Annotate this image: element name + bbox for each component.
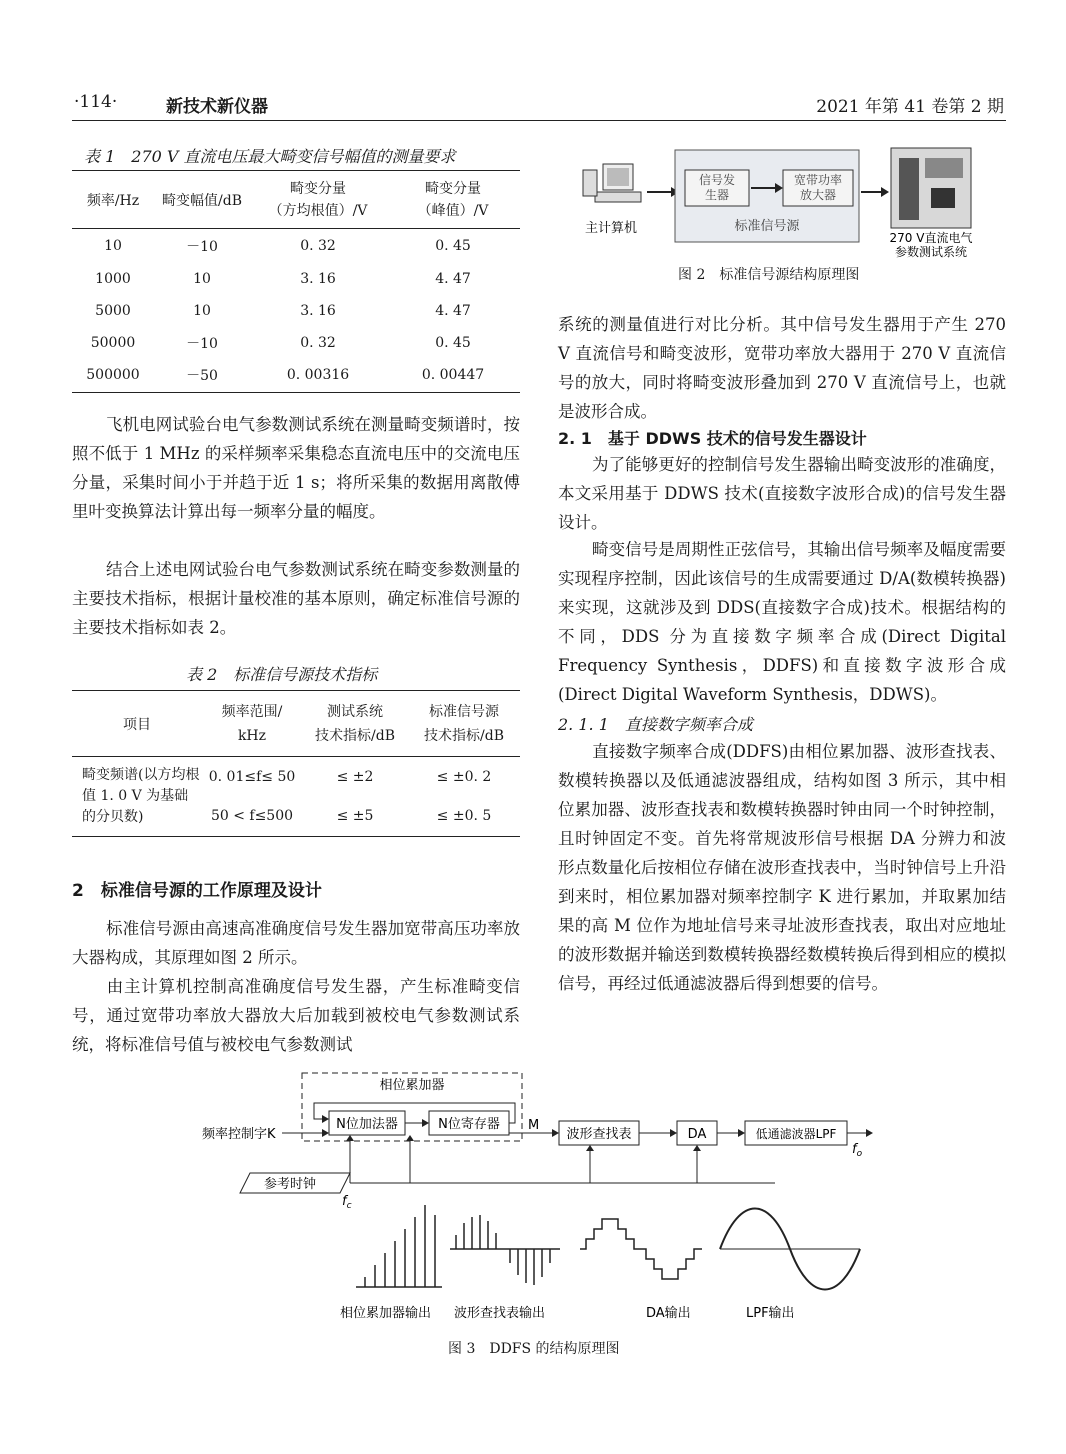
figure2-caption: 图 2 标准信号源结构原理图 [678,267,860,283]
output-label: DA输出 [646,1306,691,1321]
table1-header: 频率/Hz [86,192,140,209]
table2-header: 测试系统 技术指标/dB [315,703,395,744]
table-row [72,757,520,797]
arrow-head [586,1145,594,1151]
table-cell: 0. 45 [435,334,471,351]
table-cell: 3. 16 [300,270,336,287]
table-row [72,229,520,263]
table-cell: 3. 16 [300,302,336,319]
arrow-head [322,1129,329,1137]
arrow-head [866,1129,873,1137]
table2-header: 频率范围/ kHz [221,703,283,744]
table2 [72,690,520,837]
table1 [72,170,520,393]
paragraph [558,450,1006,537]
table-row [72,327,520,359]
da-output-waveform [580,1219,702,1279]
table-cell: 0. 45 [435,237,471,254]
table1-caption: 表 1 270 V 直流电压最大畸变信号幅值的测量要求 [84,147,456,166]
paragraph-text: 由主计算机控制高准确度信号发生器，产生标准畸变信号，通过宽带功率放大器放大后加载到被校电气参数测试系统，将标准信号值与被校电气参数测试 [72,977,520,1054]
ref-clock-label: 参考时钟 [263,1177,317,1192]
m-label: M [528,1118,540,1133]
output-label: 波形查找表输出 [454,1306,546,1321]
table-cell: 4. 47 [435,270,471,287]
accumulator-output-waveform [356,1205,442,1287]
figure2-diagram [575,140,995,270]
issue-info: 2021 年第 41 卷第 2 期 [816,97,1004,117]
computer-label: 主计算机 [585,221,638,236]
subsubsection-title: 2. 1. 1 直接数字频率合成 [558,715,753,734]
lut-label: 波形查找表 [566,1127,632,1142]
table-cell: 1000 [95,270,131,287]
table1-header: 畸变幅值/dB [162,192,242,209]
table-cell: 0. 00316 [286,367,350,384]
section-title: 2 标准信号源的工作原理及设计 [72,881,322,901]
table-row [72,263,520,295]
table-cell: 5000 [95,302,131,319]
paragraph [558,737,1006,998]
table-cell: 0. 00447 [421,367,485,384]
arrow-head [346,1135,354,1141]
table-cell: 10 [104,237,122,254]
generator-label: 信号发生器 [698,173,736,202]
arrow-head [322,1115,329,1123]
table2-header-row [72,691,520,757]
figure3-diagram [190,1065,890,1335]
table-row [72,359,520,393]
table-cell: ≤ ±0. 2 [436,768,492,785]
table1-header: 畸变分量 （方均根值）/V [268,180,368,219]
arrow-head [670,1129,677,1137]
adder-label: N位加法器 [336,1117,398,1132]
table-cell: 10 [193,302,211,319]
output-label: LPF输出 [746,1306,795,1321]
paragraph-text: 飞机电网试验台电气参数测试系统在测量畸变频谱时，按照不低于 1 MHz 的采样频率采集稳态直流电压中的交流电压分量，采集时间小于并趋于近 1 s；将所采集的数据用离散傅里叶变换算法计算出每一频率分量的幅度。 [72,415,520,521]
table-cell: －10 [186,238,218,255]
paragraph-text: 直接数字频率合成(DDFS)由相位累加器、波形查找表、数模转换器以及低通滤波器组成，结构如图 3 所示，其中相位累加器、波形查找表和数模转换器时钟由同一个时钟控制，且时钟固定不变。首先将常规波形信号根据 DA 分辨力和波形点数量化后按相位存储在波形查找表中，当时钟信号上升沿到来时，相位累加器对频率控制字 K 进行累加，并取累加结果的高 M 位作为地址信号来寻址波形查找表，取出对应地址的波形数据并输送到数模转换器经数模转换后得到相应的模拟信号，再经过低通滤波器后得到想要的信号。 [558,742,1006,993]
arrow-head [552,1129,559,1137]
subsection-title: 2. 1 基于 DDWS 技术的信号发生器设计 [558,429,867,448]
header-rule [72,120,1006,121]
table-cell: －50 [186,368,218,385]
table-cell: 0. 01≤f≤ 50 [208,768,296,785]
table-cell: －10 [186,335,218,352]
arrow-head [693,1145,701,1151]
da-label: DA [687,1127,707,1142]
fc-label: $f_c$ [342,1194,352,1211]
table-cell: 500000 [86,367,140,384]
table-cell: ≤ ±0. 5 [436,808,492,825]
table-row [72,295,520,327]
page-number: ·114· [74,92,118,112]
arrow-head [406,1135,414,1141]
table-cell: 4. 47 [435,302,471,319]
paragraph [72,914,520,972]
table-cell: 50 < f≤500 [210,808,294,825]
paragraph [72,410,520,526]
freq-word-label: 频率控制字K [202,1127,276,1142]
table-cell: ≤ ±5 [336,808,374,825]
figure3-caption: 图 3 DDFS 的结构原理图 [448,1341,620,1357]
source-label: 标准信号源 [734,219,800,234]
journal-name: 新技术新仪器 [166,97,268,117]
test-system-icon [891,148,971,228]
table-cell: 50000 [90,334,136,351]
paragraph: 系统的测量值进行对比分析。其中信号发生器用于产生 270 V 直流信号和畸变波形，宽带功率放大器用于 270 V 直流信号的放大，同时将畸变波形叠加到 270 V 直流信号上，也就是波形合成。 [558,315,1006,421]
accumulator-label: 相位累加器 [379,1078,445,1093]
paragraph-text: 畸变信号是周期性正弦信号，其输出信号频率及幅度需要实现程序控制，因此该信号的生成需要通过 D/A(数模转换器)来实现，这就涉及到 DDS(直接数字合成)技术。根据结构的不同，DDS 分为直接数字频率合成(Direct Digital Frequency Synthesis，DDFS)和直接数字波形合成(Direct Digital Waveform Synthesis，DDWS)。 [558,540,1006,704]
table-cell: 10 [193,270,211,287]
test-system-label: 270 V直流电气参数测试系统 [889,231,973,259]
table2-caption: 表 2 标准信号源技术指标 [186,665,378,684]
arrow-head [422,1119,429,1127]
table-cell: 0. 32 [300,334,336,351]
table2-header: 标准信号源 技术指标/dB [424,703,504,744]
amplifier-label: 宽带功率放大器 [793,173,843,202]
fo-label: $f_o$ [852,1142,863,1159]
table-cell: ≤ ±2 [336,768,374,785]
table2-item: 畸变频谱(以方均根值 1. 0 V 为基础的分贝数) [82,767,200,825]
table2-header: 项目 [123,716,151,733]
output-label: 相位累加器输出 [340,1306,432,1321]
lpf-label: 低通滤波器LPF [755,1127,837,1141]
table-cell: 0. 32 [300,237,336,254]
paragraph-text: 标准信号源由高速高准确度信号发生器加宽带高压功率放大器构成，其原理如图 2 所示。 [72,919,520,967]
paragraph [72,555,520,642]
paragraph-text: 为了能够更好的控制信号发生器输出畸变波形的准确度，本文采用基于 DDWS 技术(直接数字波形合成)的信号发生器设计。 [558,455,1006,532]
arrow-head [738,1129,745,1137]
paragraph [558,535,1006,709]
computer-icon [583,164,641,202]
lut-output-waveform [450,1215,560,1285]
table1-header: 畸变分量 （峰值）/V [417,180,489,219]
paragraph [72,972,520,1059]
paragraph-text: 结合上述电网试验台电气参数测试系统在畸变参数测量的主要技术指标，根据计量校准的基本原则，确定标准信号源的主要技术指标如表 2。 [72,560,520,637]
arrow-head [881,187,889,197]
table1-header-row [72,171,520,229]
register-label: N位寄存器 [438,1117,500,1132]
